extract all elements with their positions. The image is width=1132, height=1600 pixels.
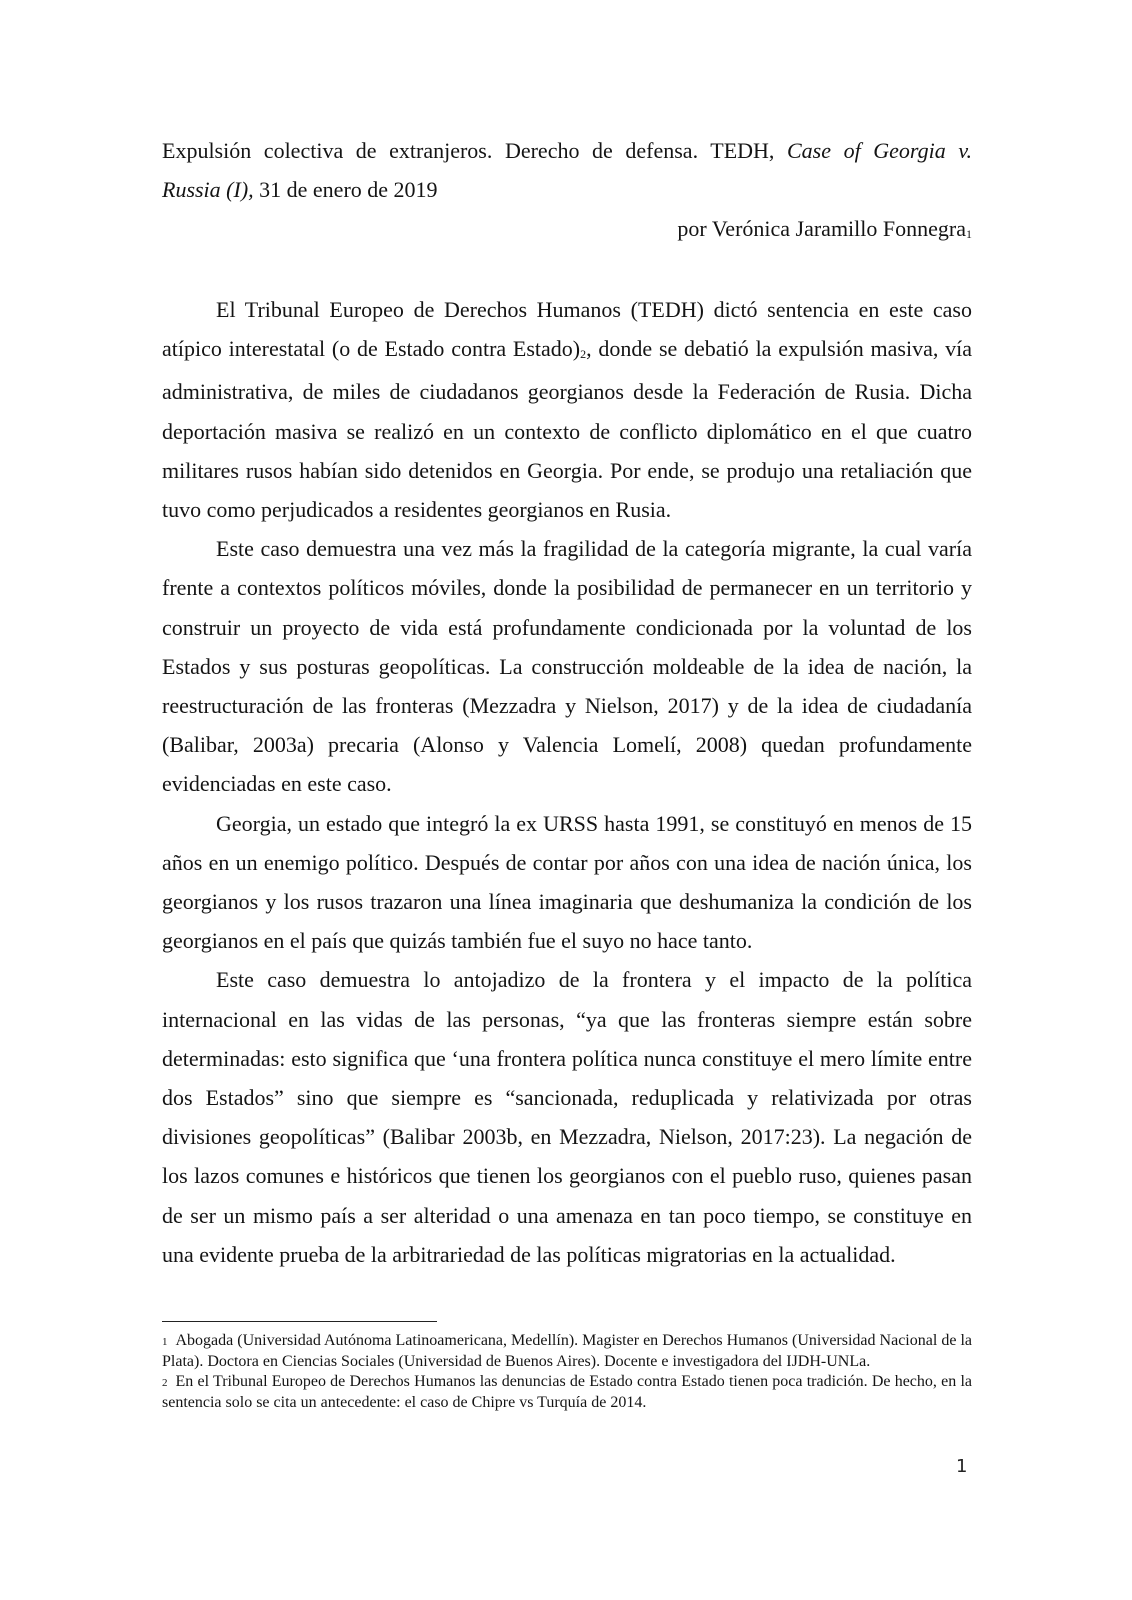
footnote-text: Abogada (Universidad Autónoma Latinoamericana, Medellín). Magister en Derechos Humanos (Universidad Nacional de la Plata). Doctora en Ciencias Sociales (Universidad de Buenos Aires). Docente e investigadora del IJDH-UNLa. — [162, 1332, 972, 1370]
footnote-mark: 1 — [162, 1336, 168, 1348]
paragraph — [162, 290, 972, 529]
case-name-part-2: Russia (I), — [162, 177, 254, 202]
paragraph: Este caso demuestra una vez más la fragilidad de la categoría migrante, la cual varía frente a contextos políticos móviles, donde la posibilidad de permanecer en un territorio y construir un proyecto de vida está profundamente condicionada por la voluntad de los Estados y sus posturas geopolíticas. La construcción moldeable de la idea de nación, la reestructuración de las fronteras (Mezzadra y Nielson, 2017) y de la idea de ciudadanía (Balibar, 2003a) precaria (Alonso y Valencia Lomelí, 2008) quedan profundamente evidenciadas en este caso. — [162, 536, 972, 797]
page-number: 1 — [956, 1456, 968, 1477]
article-title — [162, 131, 972, 209]
footnotes — [162, 1331, 972, 1413]
footnote — [162, 1372, 972, 1413]
title-date: 31 de enero de 2019 — [253, 177, 438, 202]
footnote-text: En el Tribunal Europeo de Derechos Humanos las denuncias de Estado contra Estado tienen poca tradición. De hecho, en la sentencia solo se cita un antecedente: el caso de Chipre vs Turquía de 2014. — [162, 1373, 972, 1411]
title-line-2 — [162, 170, 972, 209]
author-name: por Verónica Jaramillo Fonnegra — [677, 216, 966, 241]
paragraph: Este caso demuestra lo antojadizo de la frontera y el impacto de la política internacional en las vidas de las personas, “ya que las fronteras siempre están sobre determinadas: esto significa que ‘una frontera política nunca constituye el mero límite entre dos Estados” sino que siempre es “sancionada, reduplicada y relativizada por otras divisiones geopolíticas” (Balibar 2003b, en Mezzadra, Nielson, 2017:23). La negación de los lazos comunes e históricos que tienen los georgianos con el pueblo ruso, quienes pasan de ser un mismo país a ser alteridad o una amenaza en tan poco tiempo, se constituye en una evidente prueba de la arbitrariedad de las políticas migratorias en la actualidad. — [162, 967, 972, 1267]
paragraph-text: , donde se debatió la expulsión masiva, vía administrativa, de miles de ciudadanos georgianos desde la Federación de Rusia. Dicha deportación masiva se realizó en un contexto de conflicto diplomático en el que cuatro militares rusos habían sido detenidos en Georgia. Por ende, se produjo una retaliación que tuvo como perjudicados a residentes georgianos en Rusia. — [162, 336, 972, 523]
author-byline — [677, 214, 972, 247]
footnote-separator — [162, 1321, 437, 1322]
title-text: Expulsión colectiva de extranjeros. Derecho de defensa. TEDH, — [162, 138, 787, 163]
footnote-reference-2: 2 — [580, 347, 587, 362]
article-body — [162, 290, 972, 1274]
case-name-part-1: Case of Georgia v. — [787, 138, 973, 163]
footnote — [162, 1331, 972, 1372]
footnote-reference-1: 1 — [966, 227, 972, 241]
paragraph: Georgia, un estado que integró la ex URSS hasta 1991, se constituyó en menos de 15 años en un enemigo político. Después de contar por años con una idea de nación única, los georgianos y los rusos trazaron una línea imaginaria que deshumaniza la condición de los georgianos en el país que quizás también fue el suyo no hace tanto. — [162, 810, 972, 954]
paragraph-text: El Tribunal Europeo de Derechos Humanos (TEDH) dictó sentencia en este caso atípico interestatal (o de Estado contra Estado) — [162, 297, 972, 362]
footnote-mark: 2 — [162, 1377, 168, 1389]
title-line-1 — [162, 131, 972, 170]
